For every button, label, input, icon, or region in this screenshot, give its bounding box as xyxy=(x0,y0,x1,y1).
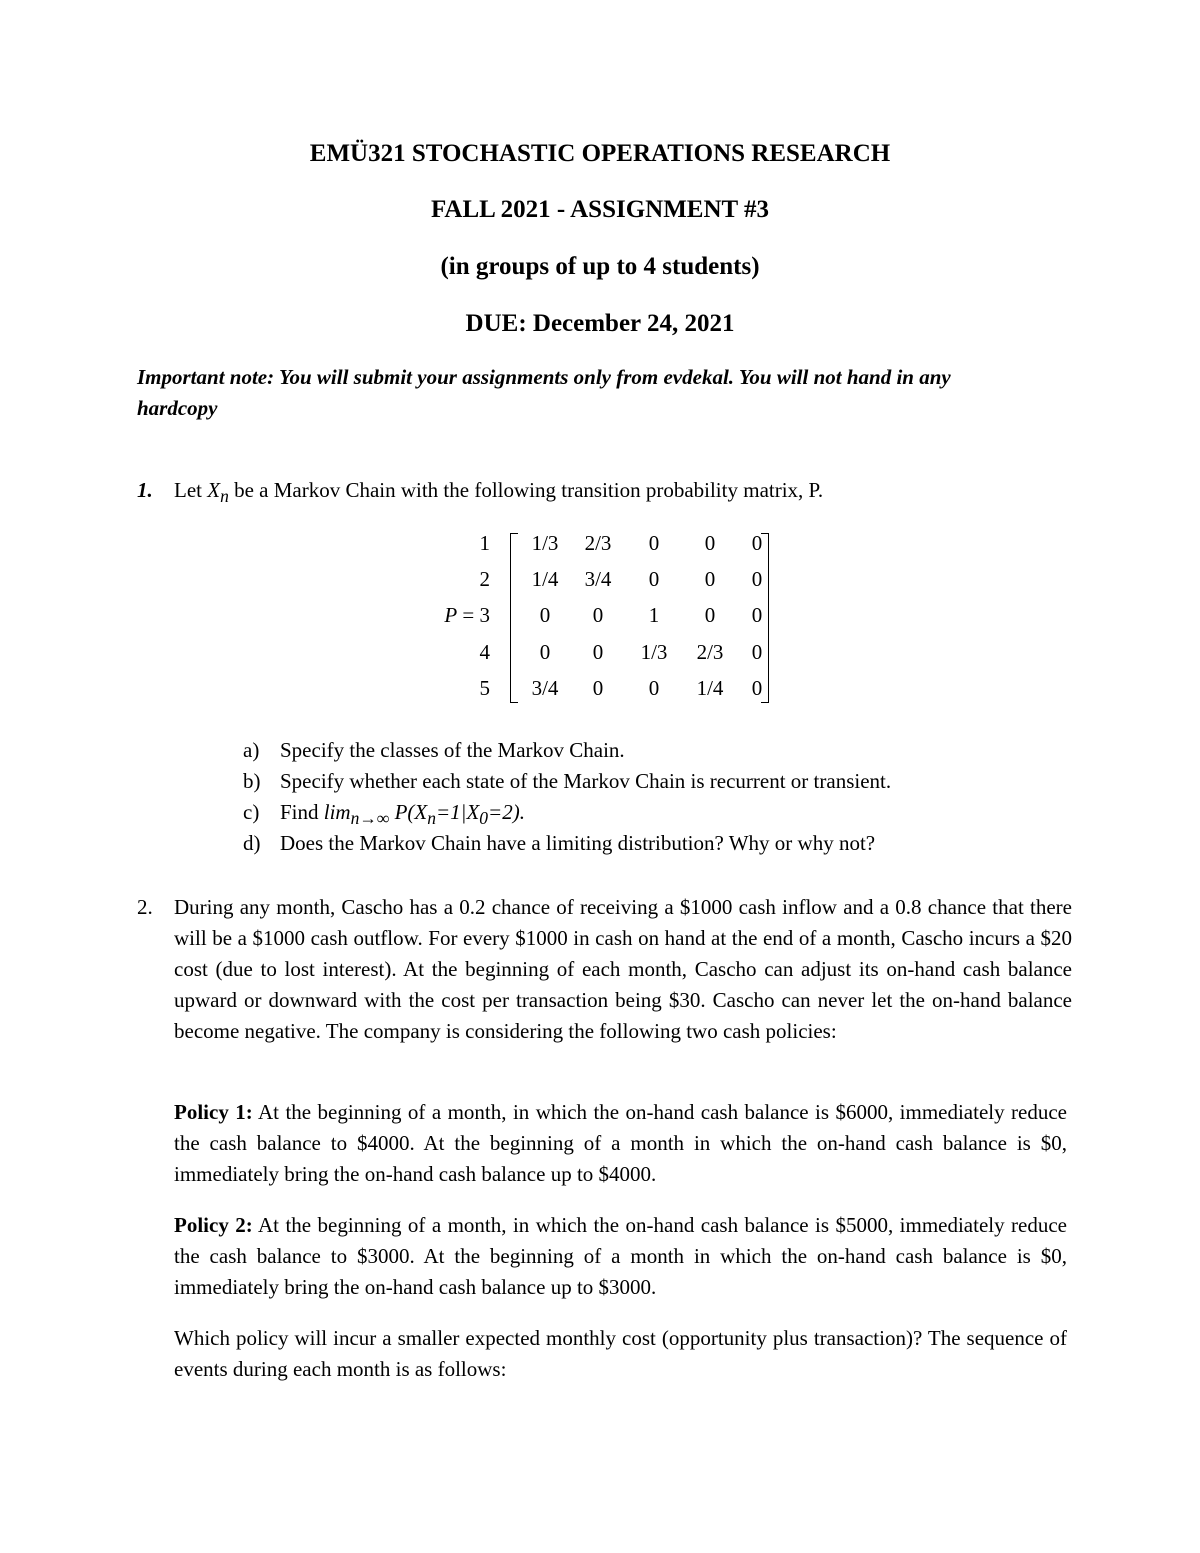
question-2-closing: Which policy will incur a smaller expected monthly cost (opportunity plus transaction)? The sequence of events during each month is as follows: xyxy=(174,1326,1067,1381)
matrix-cell: 1/3 xyxy=(531,531,559,555)
matrix-cell: 0 xyxy=(751,676,763,700)
formula-part: =1|X xyxy=(436,800,480,824)
matrix-cell: 1/4 xyxy=(696,676,724,700)
note-line-2: hardcopy xyxy=(137,396,218,420)
part-label: b) xyxy=(243,769,261,793)
formula-sub: n→∞ xyxy=(350,808,390,829)
part-label: d) xyxy=(243,831,261,855)
matrix-cell: 0 xyxy=(648,531,660,555)
important-note xyxy=(137,362,1072,424)
part-a xyxy=(243,735,625,766)
intro-post: be a Markov Chain with the following transition probability matrix, P. xyxy=(228,478,824,502)
matrix-cell: 0 xyxy=(704,531,716,555)
policy-label: Policy 2: xyxy=(174,1213,253,1237)
assignment-title: FALL 2021 - ASSIGNMENT #3 xyxy=(430,196,770,223)
question-1-intro xyxy=(174,475,1072,512)
formula-sub: n xyxy=(427,808,436,829)
row-label: 2 xyxy=(479,567,490,591)
group-info: (in groups of up to 4 students) xyxy=(440,253,760,280)
question-2-text: During any month, Cascho has a 0.2 chance of receiving a $1000 cash inflow and a 0.8 chance that there will be a $1000 cash outflow. For every $1000 in cash on hand at the end of a month, Cascho incurs a $20 cost (due to lost interest). At the beginning of each month, Cascho can adjust its on-hand cash balance upward or downward with the cost per transaction being $30. Cascho can never let the on-hand balance become negative. The company is considering the following two cash policies: xyxy=(174,895,1072,1043)
policy-text: At the beginning of a month, in which the on-hand cash balance is $5000, immediately reduce the cash balance to $3000. At the beginning of a month in which the on-hand cash balance is $0, immediately bring the on-hand cash balance up to $3000. xyxy=(174,1213,1068,1299)
matrix-cell: 0 xyxy=(704,567,716,591)
row-label: 5 xyxy=(479,676,490,700)
formula-sub: 0 xyxy=(479,808,489,829)
row-label: 4 xyxy=(479,640,490,664)
part-text: Specify the classes of the Markov Chain. xyxy=(280,738,625,762)
matrix-cell: 0 xyxy=(751,531,763,555)
matrix-cell: 0 xyxy=(648,567,660,591)
matrix-cell: 2/3 xyxy=(584,531,612,555)
question-2 xyxy=(137,892,1072,1047)
part-text: Specify whether each state of the Markov Chain is recurrent or transient. xyxy=(280,769,892,793)
intro-sub: n xyxy=(220,486,229,507)
matrix-cell: 3/4 xyxy=(584,567,612,591)
policy-2 xyxy=(174,1210,1067,1303)
part-d xyxy=(243,828,875,859)
formula-lim: lim xyxy=(323,800,351,824)
part-text: Does the Markov Chain have a limiting distribution? Why or why not? xyxy=(280,831,876,855)
note-line-1: Important note: You will submit your assignments only from evdekal. You will not hand in any xyxy=(137,365,951,389)
part-label: c) xyxy=(243,800,260,824)
policy-label: Policy 1: xyxy=(174,1100,253,1124)
formula-part: P(X xyxy=(389,800,428,824)
matrix-cell: 1/4 xyxy=(531,567,559,591)
matrix-label: P = 3 xyxy=(444,603,490,627)
matrix-cell: 0 xyxy=(751,603,763,627)
matrix-cell: 1 xyxy=(648,603,660,627)
formula-part: =2). xyxy=(488,800,525,824)
matrix-cell: 0 xyxy=(751,567,763,591)
matrix-cell: 0 xyxy=(751,640,763,664)
matrix-cell: 0 xyxy=(539,603,551,627)
part-label: a) xyxy=(243,738,260,762)
matrix-cell: 3/4 xyxy=(531,676,559,700)
matrix-cell: 0 xyxy=(539,640,551,664)
matrix-cell: 2/3 xyxy=(696,640,724,664)
matrix-cell: 0 xyxy=(648,676,660,700)
question-number: 1. xyxy=(137,478,153,502)
question-number: 2. xyxy=(137,895,153,919)
due-date: DUE: December 24, 2021 xyxy=(465,310,735,337)
matrix-cell: 0 xyxy=(592,676,604,700)
part-text: Find xyxy=(280,800,324,824)
row-label: 1 xyxy=(479,531,490,555)
course-title: EMÜ321 STOCHASTIC OPERATIONS RESEARCH xyxy=(309,140,891,167)
question-1 xyxy=(137,475,1072,512)
matrix-cell: 0 xyxy=(592,640,604,664)
part-b xyxy=(243,766,891,797)
matrix-cell: 1/3 xyxy=(640,640,668,664)
policy-text: At the beginning of a month, in which the on-hand cash balance is $6000, immediately reduce the cash balance to $4000. At the beginning of a month in which the on-hand cash balance is $0, immediately bring the on-hand cash balance up to $4000. xyxy=(174,1100,1068,1186)
intro-pre: Let xyxy=(174,478,208,502)
policy-1 xyxy=(174,1097,1067,1190)
intro-var: X xyxy=(207,478,221,502)
matrix-cell: 0 xyxy=(592,603,604,627)
matrix-cell: 0 xyxy=(704,603,716,627)
